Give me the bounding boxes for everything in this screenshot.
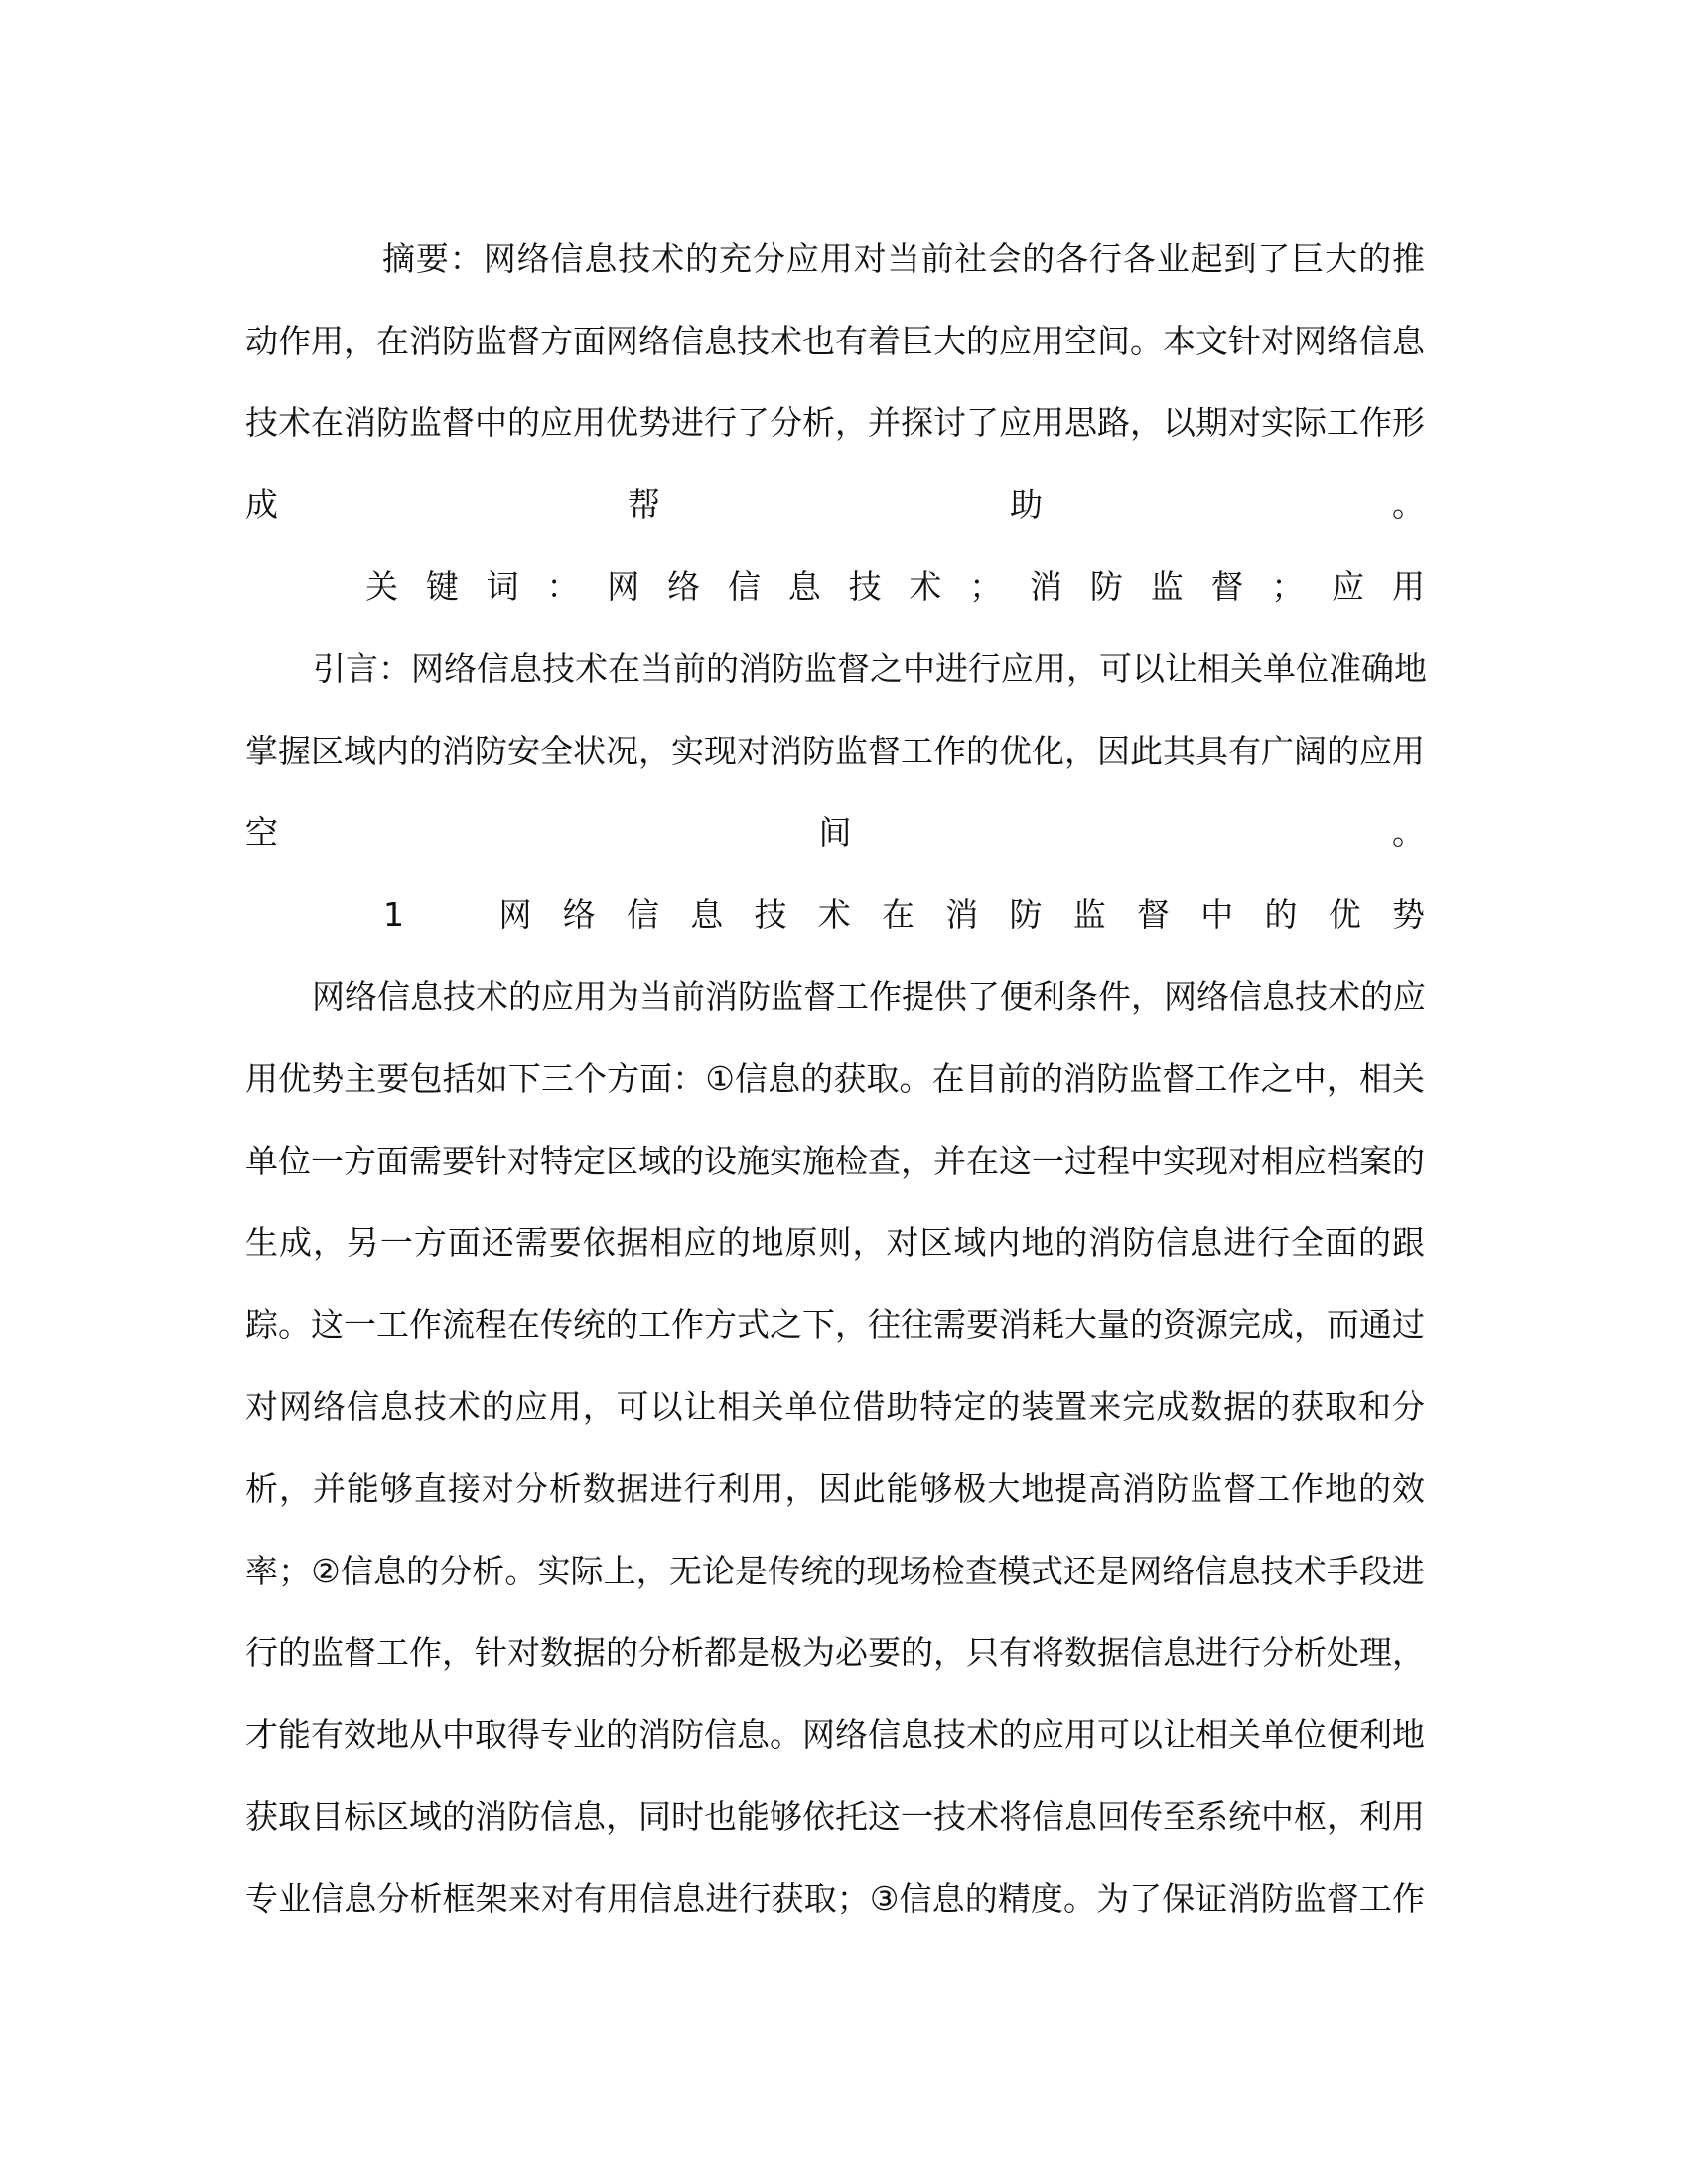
text-line: 关键词：网络信息技术；消防监督；应用 xyxy=(365,567,1425,607)
text-line: 引言：网络信息技术在当前的消防监督之中进行应用，可以让相关单位准确地 xyxy=(313,649,1427,688)
text-line: 成帮助。 xyxy=(245,484,1425,524)
text-line: 行的监督工作，针对数据的分析都是极为必要的，只有将数据信息进行分析处理， xyxy=(245,1633,1425,1673)
text-line: 空间。 xyxy=(245,813,1425,853)
text-line: 率；②信息的分析。实际上，无论是传统的现场检查模式还是网络信息技术手段进 xyxy=(245,1551,1425,1590)
text-line: 获取目标区域的消防信息，同时也能够依托这一技术将信息回传至系统中枢，利用 xyxy=(245,1797,1425,1837)
text-line: 网络信息技术的应用为当前消防监督工作提供了便利条件，网络信息技术的应 xyxy=(312,977,1426,1017)
text-line: 对网络信息技术的应用，可以让相关单位借助特定的装置来完成数据的获取和分 xyxy=(245,1387,1425,1427)
text-line: 摘要：网络信息技术的充分应用对当前社会的各行各业起到了巨大的推 xyxy=(382,239,1425,278)
text-line: 生成，另一方面还需要依据相应的地原则，对区域内地的消防信息进行全面的跟 xyxy=(245,1223,1425,1263)
text-line: 掌握区域内的消防安全状况，实现对消防监督工作的优化，因此其具有广阔的应用 xyxy=(245,731,1425,770)
text-line: 踪。这一工作流程在传统的工作方式之下，往往需要消耗大量的资源完成，而通过 xyxy=(245,1304,1425,1344)
text-line: 析，并能够直接对分析数据进行利用，因此能够极大地提高消防监督工作地的效 xyxy=(245,1469,1425,1508)
text-line: 用优势主要包括如下三个方面：①信息的获取。在目前的消防监督工作之中，相关 xyxy=(245,1059,1425,1098)
text-line: 单位一方面需要针对特定区域的设施实施检查，并在这一过程中实现对相应档案的 xyxy=(245,1141,1425,1180)
text-line: 动作用，在消防监督方面网络信息技术也有着巨大的应用空间。本文针对网络信息 xyxy=(245,321,1425,360)
text-line: 专业信息分析框架来对有用信息进行获取；③信息的精度。为了保证消防监督工作 xyxy=(245,1879,1425,1918)
text-line: 技术在消防监督中的应用优势进行了分析，并探讨了应用思路，以期对实际工作形 xyxy=(245,403,1425,443)
text-line: 1 网络信息技术在消防监督中的优势 xyxy=(383,894,1425,934)
text-line: 才能有效地从中取得专业的消防信息。网络信息技术的应用可以让相关单位便利地 xyxy=(245,1714,1425,1754)
